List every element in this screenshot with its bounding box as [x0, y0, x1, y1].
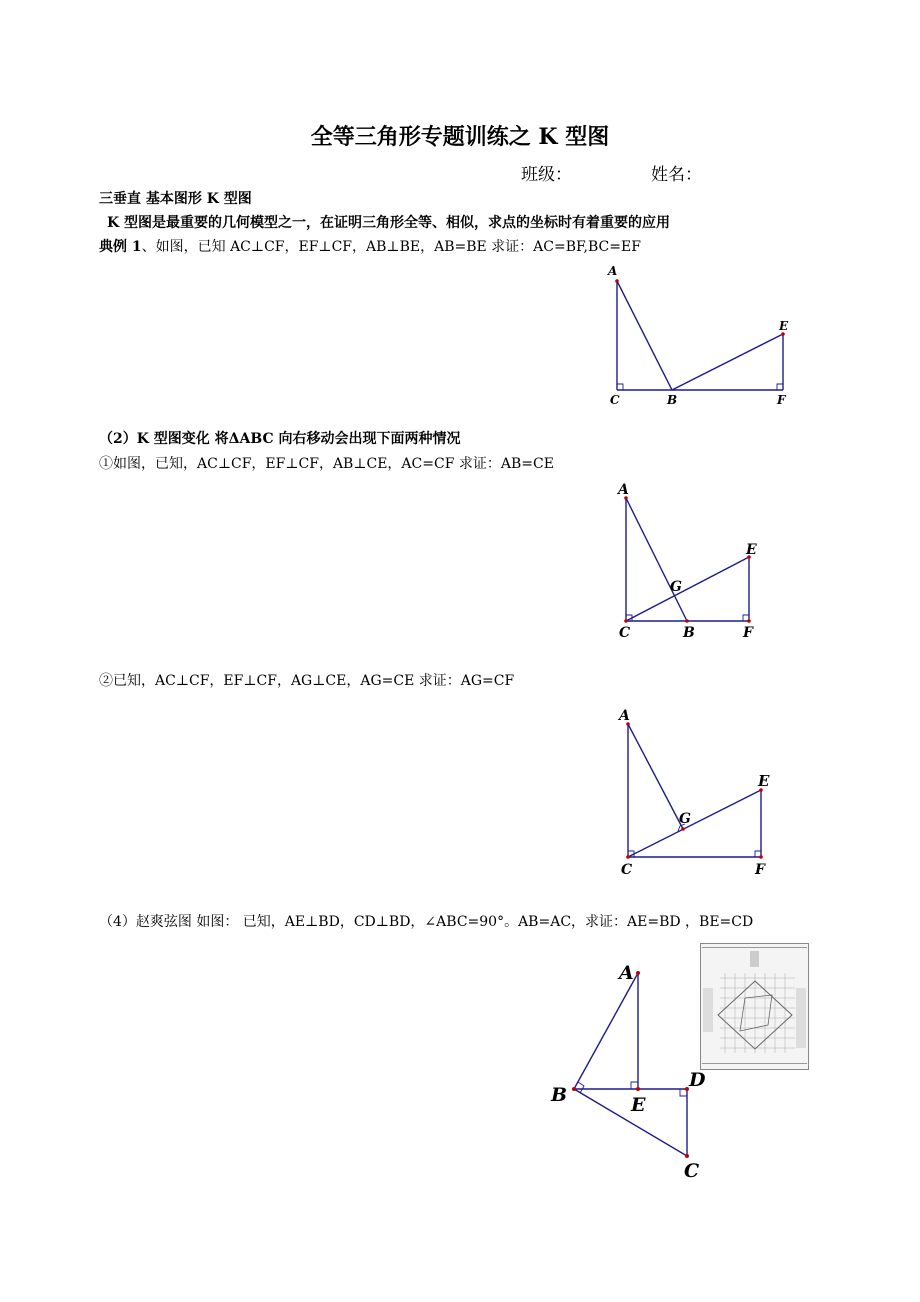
label-c: C: [610, 393, 620, 407]
label-a: A: [618, 482, 629, 498]
section1-intro: K 型图是最重要的几何模型之一，在证明三角形全等、相似，求点的坐标时有着重要的应用: [107, 215, 671, 231]
label-e: E: [758, 772, 770, 790]
example1-text: 、如图，已知 AC⊥CF，EF⊥CF，AB⊥BE，AB=BE 求证：AC=BF,BC=EF: [141, 239, 641, 255]
page-title: 全等三角形专题训练之 K 型图: [310, 124, 610, 150]
section1-heading: 三垂直 基本图形 K 型图: [99, 191, 252, 207]
label-c: C: [684, 1160, 700, 1182]
label-b: B: [667, 393, 678, 407]
label-e: E: [779, 319, 789, 333]
label-e: E: [746, 542, 757, 558]
label-f: F: [777, 393, 786, 407]
section2-heading: （2）K 型图变化 将ΔABC 向右移动会出现下面两种情况: [99, 431, 461, 447]
label-b: B: [551, 1084, 568, 1106]
label-a: A: [608, 264, 618, 278]
label-a: A: [619, 708, 630, 724]
zhao-shuang-diagram-image: [700, 943, 810, 1070]
section4-text: （4）赵爽弦图 如图： 已知，AE⊥BD，CD⊥BD，∠ABC=90°。AB=AC，求证：AE=BD ，BE=CD: [99, 914, 754, 930]
label-b: B: [683, 625, 695, 641]
label-a: A: [619, 962, 634, 984]
label-f: F: [743, 625, 753, 641]
name-label: 姓名：: [651, 165, 702, 185]
case1-text: ①如图，已知，AC⊥CF，EF⊥CF，AB⊥CE，AC=CF 求证：AB=CE: [99, 456, 554, 472]
case2-text: ②已知，AC⊥CF，EF⊥CF，AG⊥CE，AG=CE 求证：AG=CF: [99, 673, 515, 689]
label-g: G: [679, 811, 691, 827]
label-c: C: [619, 625, 631, 641]
label-g: G: [670, 579, 682, 595]
label-e: E: [631, 1094, 646, 1116]
label-d: D: [689, 1069, 706, 1091]
label-c: C: [621, 862, 633, 878]
label-f: F: [755, 862, 765, 878]
class-label: 班级：: [521, 165, 572, 185]
example1-label: 典例 1: [99, 239, 142, 255]
